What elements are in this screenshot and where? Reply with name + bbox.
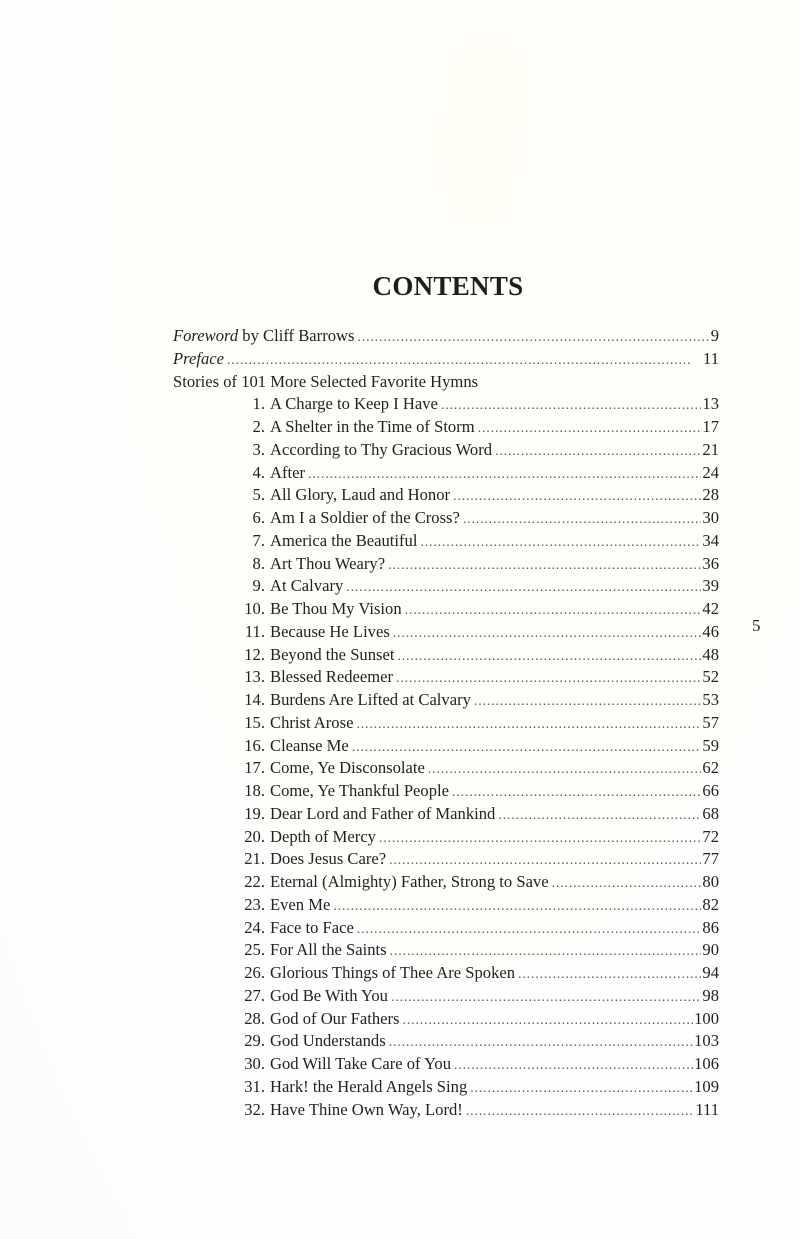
dot-leader — [379, 828, 701, 851]
toc-entry-hymn — [173, 484, 719, 507]
toc-entry-hymn — [173, 917, 719, 940]
toc-entry-label — [173, 1076, 467, 1099]
toc-entry-hymn — [173, 1030, 719, 1053]
hymn-title: After — [270, 462, 306, 482]
toc-entry-hymn — [173, 621, 719, 644]
toc-entry-page: 111 — [695, 1099, 719, 1119]
hymn-number: 15. — [244, 712, 265, 732]
toc-entry-label — [173, 848, 386, 871]
toc-entry-label — [173, 780, 449, 803]
hymn-number: 19. — [244, 803, 265, 823]
hymn-title: Because He Lives — [270, 621, 390, 641]
toc-entry-label — [173, 621, 390, 644]
hymn-title: Come, Ye Disconsolate — [270, 758, 425, 778]
toc-entry-label — [173, 939, 387, 962]
toc-entry-hymn — [173, 644, 719, 667]
toc-entry-label — [173, 985, 388, 1008]
dot-leader — [391, 987, 701, 1010]
toc-entry-label — [173, 894, 330, 917]
dot-leader — [389, 850, 701, 873]
hymn-title: God of Our Fathers — [270, 1008, 400, 1028]
dot-leader — [454, 1055, 693, 1078]
toc-entry-page: 103 — [694, 1031, 719, 1051]
toc-entry-hymn — [173, 393, 719, 416]
dot-leader — [352, 737, 702, 760]
toc-entry-label-italic: Preface — [173, 348, 224, 368]
toc-entry-page: 86 — [702, 917, 719, 937]
hymn-title: A Charge to Keep I Have — [270, 394, 438, 414]
dot-leader — [308, 464, 701, 487]
hymn-title: Christ Arose — [270, 712, 354, 732]
dot-leader — [441, 395, 702, 418]
section-title: Stories of 101 More Selected Favorite Hymns — [173, 371, 479, 391]
toc-entry-page: 109 — [694, 1076, 719, 1096]
hymn-number: 31. — [244, 1076, 265, 1096]
toc-entry-page: 13 — [702, 394, 719, 414]
toc-entry-page: 39 — [702, 576, 719, 596]
toc-entry-page: 98 — [702, 985, 719, 1005]
hymn-title: Burdens Are Lifted at Calvary — [270, 690, 471, 709]
hymn-number: 30. — [244, 1054, 265, 1073]
toc-entry-label — [173, 1099, 463, 1122]
hymn-title: Have Thine Own Way, Lord! — [270, 1099, 463, 1119]
hymn-title: God Understands — [270, 1031, 386, 1051]
toc-entry-page: 17 — [702, 417, 719, 436]
hymn-number: 9. — [252, 576, 265, 596]
hymn-title: Art Thou Weary? — [270, 553, 386, 573]
toc-entry-hymn — [173, 962, 719, 985]
toc-entry-label — [173, 507, 460, 530]
dot-leader — [495, 441, 701, 464]
dot-leader — [357, 919, 702, 942]
hymn-number: 13. — [244, 667, 265, 687]
hymn-title: Hark! the Herald Angels Sing — [270, 1076, 468, 1096]
hymn-title: Be Thou My Vision — [270, 599, 402, 618]
toc-entry-label — [173, 757, 425, 780]
section-heading — [173, 371, 719, 394]
hymn-number: 3. — [252, 439, 265, 459]
dot-leader — [470, 1078, 693, 1101]
toc-entry-page: 36 — [702, 553, 719, 573]
hymn-title: Does Jesus Care? — [270, 849, 387, 869]
toc-entry-page: 9 — [710, 326, 719, 345]
dot-leader — [518, 964, 701, 987]
toc-entry-label — [173, 598, 402, 621]
toc-entry-page: 11 — [703, 348, 719, 368]
hymn-title: God Will Take Care of You — [270, 1054, 451, 1073]
toc-entry-hymn — [173, 689, 719, 712]
dot-leader — [346, 577, 701, 600]
toc-entry-label — [173, 666, 393, 689]
toc-entry-label — [173, 1008, 400, 1031]
toc-entry-page: 57 — [702, 712, 719, 732]
toc-entry-label — [173, 871, 549, 894]
hymn-number: 27. — [244, 985, 265, 1005]
dot-leader — [403, 1010, 694, 1033]
toc-entry-label — [173, 735, 349, 758]
toc-entry-hymn — [173, 780, 719, 803]
hymn-number: 20. — [244, 826, 265, 846]
hymn-number: 25. — [244, 940, 265, 960]
dot-leader — [452, 782, 701, 805]
hymn-title: According to Thy Gracious Word — [270, 439, 493, 459]
hymn-number: 7. — [252, 530, 265, 550]
toc-entry-hymn — [173, 735, 719, 758]
hymn-number: 5. — [252, 485, 265, 505]
hymn-title: Dear Lord and Father of Mankind — [270, 803, 496, 823]
toc-entry-preface — [173, 348, 719, 371]
toc-entry-page: 28 — [702, 485, 719, 505]
hymn-title: Depth of Mercy — [270, 826, 376, 846]
hymn-number: 1. — [252, 394, 265, 414]
hymn-title: God Be With You — [270, 985, 388, 1005]
dot-leader — [453, 486, 701, 509]
toc-entry-label — [173, 803, 495, 826]
hymn-title: Face to Face — [270, 917, 354, 937]
toc-entry-label — [173, 644, 394, 667]
hymn-number: 17. — [244, 758, 265, 778]
hymn-number: 4. — [252, 462, 265, 482]
dot-leader — [357, 327, 709, 350]
hymn-list — [173, 393, 719, 1121]
hymn-title: America the Beautiful — [270, 530, 418, 550]
toc-entry-label — [173, 712, 353, 735]
dot-leader — [388, 555, 701, 578]
toc-entry-hymn — [173, 439, 719, 462]
toc-entry-page: 90 — [702, 940, 719, 960]
toc-entry-page: 94 — [702, 963, 719, 982]
hymn-title: Cleanse Me — [270, 735, 349, 755]
hymn-number: 16. — [244, 735, 265, 755]
hymn-title: Eternal (Almighty) Father, Strong to Save — [270, 872, 549, 891]
toc-entry-hymn — [173, 1008, 719, 1031]
dot-leader — [552, 873, 702, 896]
toc-entry-label — [173, 393, 438, 416]
toc-entry-hymn — [173, 416, 719, 439]
toc-entry-page: 24 — [702, 462, 719, 482]
toc-entry-hymn — [173, 848, 719, 871]
toc-entry-page: 62 — [702, 758, 719, 778]
toc-entry-hymn — [173, 712, 719, 735]
toc-entry-page: 21 — [702, 439, 719, 459]
hymn-number: 28. — [244, 1008, 265, 1028]
dot-leader — [393, 623, 702, 646]
toc-entry-page: 59 — [702, 735, 719, 755]
toc-entry-label — [173, 1030, 386, 1053]
toc-entry-page: 34 — [702, 530, 719, 550]
toc-entry-label — [173, 575, 343, 598]
hymn-number: 18. — [244, 781, 265, 800]
toc-entry-hymn — [173, 1099, 719, 1122]
dot-leader — [466, 1101, 695, 1124]
toc-entry-label — [173, 484, 450, 507]
hymn-number: 6. — [252, 508, 265, 527]
hymn-title: Even Me — [270, 894, 331, 914]
toc-entry-hymn — [173, 985, 719, 1008]
dot-leader — [356, 714, 701, 737]
toc-entry-hymn — [173, 871, 719, 894]
hymn-number: 32. — [244, 1099, 265, 1119]
hymn-number: 8. — [252, 553, 265, 573]
dot-leader — [396, 668, 701, 691]
hymn-number: 10. — [244, 599, 265, 618]
toc-entry-page: 106 — [694, 1054, 719, 1073]
toc-entry-hymn — [173, 462, 719, 485]
toc-entry-page: 46 — [702, 621, 719, 641]
dot-leader — [428, 759, 702, 782]
dot-leader — [227, 350, 702, 373]
toc-entry-label — [173, 962, 515, 985]
dot-leader — [474, 691, 701, 714]
toc-entry-hymn — [173, 894, 719, 917]
toc-entry-hymn — [173, 530, 719, 553]
dot-leader — [390, 941, 702, 964]
dot-leader — [333, 896, 701, 919]
toc-entry-label-italic: Foreword — [173, 326, 239, 345]
toc-entry-hymn — [173, 1053, 719, 1076]
toc-entry-label — [173, 325, 354, 348]
hymn-title: At Calvary — [270, 576, 344, 596]
toc-entry-label — [173, 553, 385, 576]
toc-entry-hymn — [173, 598, 719, 621]
dot-leader — [420, 532, 701, 555]
toc-entry-page: 53 — [702, 690, 719, 709]
hymn-title: Blessed Redeemer — [270, 667, 394, 687]
hymn-number: 14. — [244, 690, 265, 709]
toc-entry-page: 30 — [702, 508, 719, 527]
dot-leader — [389, 1032, 693, 1055]
toc-entry-hymn — [173, 575, 719, 598]
toc-entry-label — [173, 826, 376, 849]
toc-entry-label — [173, 439, 492, 462]
toc-entry-label — [173, 416, 475, 439]
toc-entry-hymn — [173, 553, 719, 576]
toc-entry-hymn — [173, 507, 719, 530]
hymn-number: 24. — [244, 917, 265, 937]
toc-entry-hymn — [173, 939, 719, 962]
toc-entry-foreword — [173, 325, 719, 348]
toc-entry-label — [173, 462, 305, 485]
dot-leader — [463, 509, 702, 532]
dot-leader — [405, 600, 702, 623]
toc-entry-page: 77 — [702, 849, 719, 869]
hymn-number: 23. — [244, 894, 265, 914]
toc-entry-label — [173, 348, 224, 371]
page-number: 5 — [752, 616, 761, 635]
hymn-title: Beyond the Sunset — [270, 644, 395, 664]
hymn-title: A Shelter in the Time of Storm — [270, 417, 475, 436]
toc-entry-label — [173, 530, 417, 553]
hymn-number: 26. — [244, 963, 265, 982]
toc-entry-hymn — [173, 666, 719, 689]
table-of-contents — [173, 325, 719, 1121]
toc-entry-page: 68 — [702, 803, 719, 823]
hymn-title: Glorious Things of Thee Are Spoken — [270, 963, 516, 982]
dot-leader — [478, 418, 702, 441]
hymn-number: 29. — [244, 1031, 265, 1051]
toc-entry-page: 66 — [702, 781, 719, 800]
toc-entry-label — [173, 1053, 451, 1076]
toc-entry-label — [173, 917, 354, 940]
hymn-number: 12. — [244, 644, 265, 664]
toc-entry-page: 52 — [702, 667, 719, 687]
toc-entry-page: 72 — [702, 826, 719, 846]
dot-leader — [397, 646, 701, 669]
toc-entry-hymn — [173, 1076, 719, 1099]
page-title: CONTENTS — [372, 271, 524, 301]
hymn-title: Come, Ye Thankful People — [270, 781, 449, 800]
toc-entry-hymn — [173, 803, 719, 826]
hymn-number: 21. — [244, 849, 265, 869]
toc-entry-page: 48 — [702, 644, 719, 664]
toc-entry-hymn — [173, 826, 719, 849]
hymn-title: For All the Saints — [270, 940, 387, 960]
toc-entry-label-rest: by Cliff Barrows — [238, 326, 355, 345]
hymn-title: All Glory, Laud and Honor — [270, 485, 451, 505]
toc-entry-page: 100 — [694, 1008, 719, 1028]
dot-leader — [498, 805, 701, 828]
hymn-title: Am I a Soldier of the Cross? — [270, 508, 460, 527]
toc-entry-page: 80 — [702, 872, 719, 891]
toc-entry-hymn — [173, 757, 719, 780]
hymn-number: 22. — [244, 872, 265, 891]
toc-entry-page: 82 — [702, 894, 719, 914]
toc-entry-page: 42 — [702, 599, 719, 618]
hymn-number: 11. — [244, 621, 265, 641]
hymn-number: 2. — [252, 417, 265, 436]
toc-entry-label — [173, 689, 471, 712]
